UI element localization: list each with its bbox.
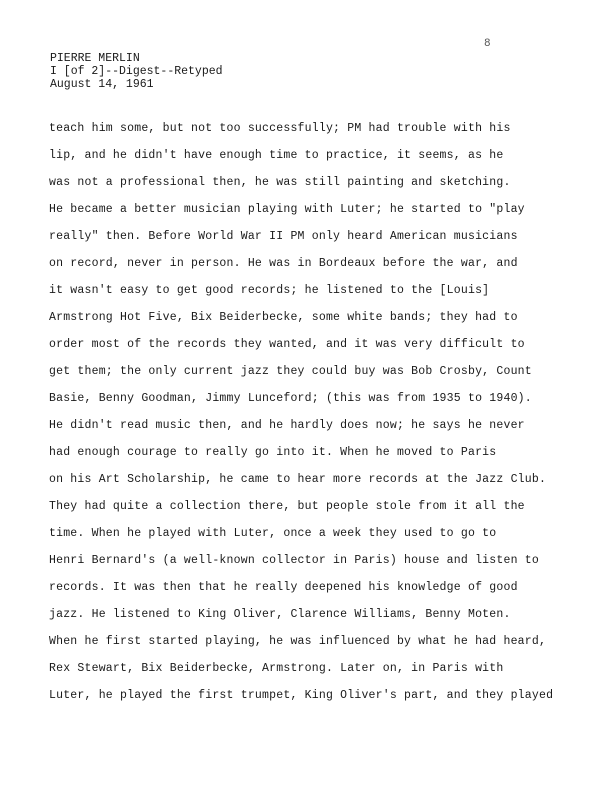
transcript-line: When he first started playing, he was influenced by what he had heard, — [49, 635, 547, 648]
transcript-line: teach him some, but not too successfully; PM had trouble with his — [49, 122, 511, 135]
transcript-line: Luter, he played the first trumpet, King Oliver's part, and they played — [49, 689, 554, 702]
transcript-line: lip, and he didn't have enough time to practice, it seems, as he — [49, 149, 504, 162]
transcript-line: time. When he played with Luter, once a week they used to go to — [49, 527, 497, 540]
transcript-line: was not a professional then, he was still painting and sketching. — [49, 176, 511, 189]
transcript-line: it wasn't easy to get good records; he listened to the [Louis] — [49, 284, 490, 297]
transcript-line: really" then. Before World War II PM only heard American musicians — [49, 230, 518, 243]
transcript-line: get them; the only current jazz they could buy was Bob Crosby, Count — [49, 365, 532, 378]
document-descriptor: I [of 2]--Digest--Retyped — [50, 65, 223, 78]
document-header — [50, 52, 223, 91]
transcript-line: on his Art Scholarship, he came to hear more records at the Jazz Club. — [49, 473, 547, 486]
page-number: 8 — [484, 38, 491, 50]
transcript-line: Armstrong Hot Five, Bix Beiderbecke, some white bands; they had to — [49, 311, 518, 324]
transcript-line: on record, never in person. He was in Bordeaux before the war, and — [49, 257, 518, 270]
transcript-line: He didn't read music then, and he hardly does now; he says he never — [49, 419, 525, 432]
transcript-line: jazz. He listened to King Oliver, Clarence Williams, Benny Moten. — [49, 608, 511, 621]
transcript-line: records. It was then that he really deepened his knowledge of good — [49, 581, 518, 594]
transcript-line: Rex Stewart, Bix Beiderbecke, Armstrong. Later on, in Paris with — [49, 662, 504, 675]
transcript-line: He became a better musician playing with Luter; he started to "play — [49, 203, 525, 216]
transcript-line: Basie, Benny Goodman, Jimmy Lunceford; (this was from 1935 to 1940). — [49, 392, 532, 405]
interviewee-name: PIERRE MERLIN — [50, 52, 140, 65]
interview-date: August 14, 1961 — [50, 78, 154, 91]
transcript-line: Henri Bernard's (a well-known collector in Paris) house and listen to — [49, 554, 539, 567]
transcript-line: had enough courage to really go into it. When he moved to Paris — [49, 446, 497, 459]
transcript-line: They had quite a collection there, but people stole from it all the — [49, 500, 525, 513]
transcript-line: order most of the records they wanted, and it was very difficult to — [49, 338, 525, 351]
transcript-body — [49, 121, 569, 715]
